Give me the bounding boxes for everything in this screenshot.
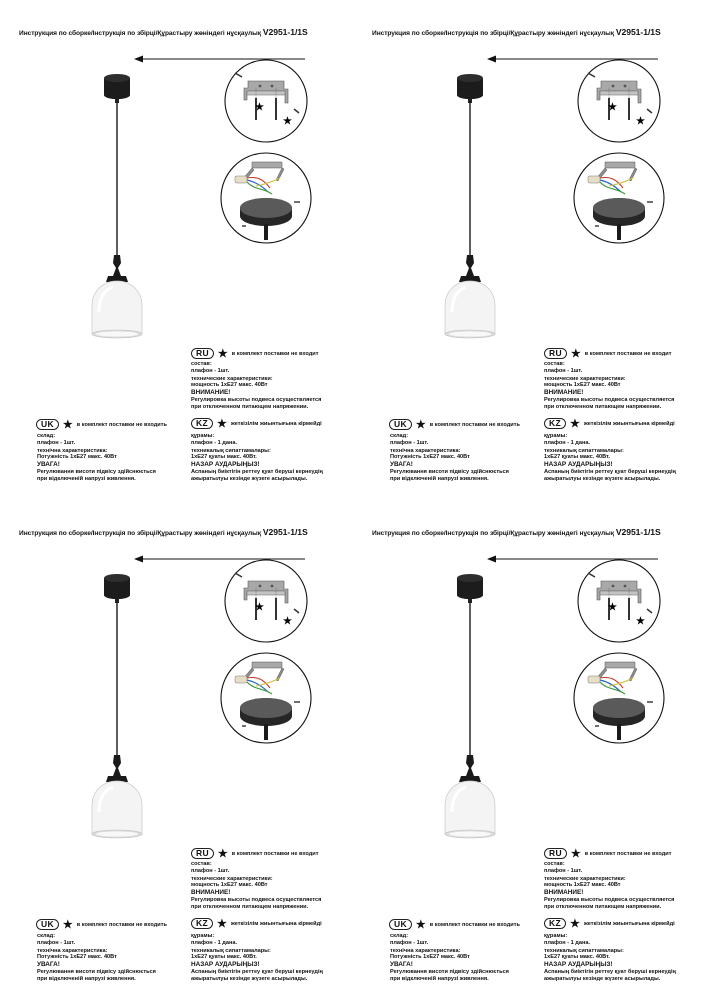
- mounting-bracket-detail: [225, 60, 307, 142]
- ru-text-block: состав: плафон - 1шт. технические характеристики: мощность 1хЕ27 макс. 40Вт ВНИМАНИЕ! Регулировка высоты подвеса осуществляется при отключенном питающем напряжении.: [191, 861, 322, 910]
- star-icon: ★: [216, 917, 227, 930]
- star-icon: ★: [415, 418, 426, 431]
- sheet-title: Инструкция по сборке/Інструкція по збірці/Құрастыру жөніндегі нұсқаулық V2951-1/1S: [19, 527, 308, 537]
- star-icon: ★: [570, 847, 581, 860]
- callout-star-1: ★: [255, 602, 264, 613]
- uk-text-block: склад: плафон - 1шт. технічна характеристика: Потужність 1хЕ27 макс. 40Вт УВАГА! Регулювання висоти підвісу здійснюється при відключеній напрузі живлення.: [390, 933, 509, 982]
- canopy-wiring-detail: [221, 153, 311, 243]
- ru-text-block: состав: плафон - 1шт. технические характеристики: мощность 1хЕ27 макс. 40Вт ВНИМАНИЕ! Регулировка высоты подвеса осуществляется при отключенном питающем напряжении.: [191, 361, 322, 410]
- star-icon: ★: [569, 417, 580, 430]
- model-number: V2951-1/1S: [262, 527, 308, 537]
- uk-not-included: в комплект поставки не входить: [76, 921, 167, 928]
- star-icon: ★: [217, 847, 228, 860]
- canopy-wiring-detail: [221, 653, 311, 743]
- kz-text-block: құрамы: плафон - 1 дана. техникалық сипаттамалары: 1хЕ27 қуаты макс. 40Вт. НАЗАР АУДАРЫҢЫЗ! Аспаның биіктігін реттеу қуат беруші кернеудің ажыратылуы кезінде жүзеге асырылады.: [544, 933, 676, 982]
- kz-header: [544, 418, 675, 429]
- canopy-wiring-detail: [574, 153, 664, 243]
- kz-header: [544, 918, 675, 929]
- ru-header: [544, 848, 671, 859]
- instruction-sheet-3: [0, 500, 353, 1000]
- kz-text-block: құрамы: плафон - 1 дана. техникалық сипаттамалары: 1хЕ27 қуаты макс. 40Вт. НАЗАР АУДАРЫҢЫЗ! Аспаның биіктігін реттеу қуат беруші кернеудің ажыратылуы кезінде жүзеге асырылады.: [544, 433, 676, 482]
- arrow-left-icon: [487, 556, 658, 563]
- sheet-title: Инструкция по сборке/Інструкція по збірці/Құрастыру жөніндегі нұсқаулық V2951-1/1S: [19, 27, 308, 37]
- kz-text-block: құрамы: плафон - 1 дана. техникалық сипаттамалары: 1хЕ27 қуаты макс. 40Вт. НАЗАР АУДАРЫҢЫЗ! Аспаның биіктігін реттеу қуат беруші кернеудің ажыратылуы кезінде жүзеге асырылады.: [191, 933, 323, 982]
- uk-not-included: в комплект поставки не входить: [429, 921, 520, 928]
- uk-header: [389, 919, 520, 930]
- kz-badge: KZ: [544, 918, 566, 929]
- uk-not-included: в комплект поставки не входить: [429, 421, 520, 428]
- kz-badge: KZ: [191, 418, 213, 429]
- model-number: V2951-1/1S: [262, 27, 308, 37]
- mounting-bracket-detail: [578, 60, 660, 142]
- callout-star-1: ★: [608, 102, 617, 113]
- ru-badge: RU: [191, 848, 214, 859]
- ru-badge: RU: [544, 348, 567, 359]
- mounting-bracket-detail: [225, 560, 307, 642]
- uk-badge: UK: [36, 419, 59, 430]
- uk-text-block: склад: плафон - 1шт. технічна характеристика: Потужність 1хЕ27 макс. 40Вт УВАГА! Регулювання висоти підвісу здійснюється при відключеній напрузі живлення.: [37, 433, 156, 482]
- callout-star-2: ★: [636, 616, 645, 627]
- arrow-left-icon: [487, 56, 658, 63]
- ru-not-included: в комплект поставки не входит: [584, 850, 672, 857]
- ru-header: [191, 848, 318, 859]
- uk-badge: UK: [389, 919, 412, 930]
- ru-not-included: в комплект поставки не входит: [584, 350, 672, 357]
- instruction-sheet-2: [353, 0, 706, 500]
- sheet-title: Инструкция по сборке/Інструкція по збірці/Құрастыру жөніндегі нұсқаулық V2951-1/1S: [372, 27, 661, 37]
- kz-text-block: құрамы: плафон - 1 дана. техникалық сипаттамалары: 1хЕ27 қуаты макс. 40Вт. НАЗАР АУДАРЫҢЫЗ! Аспаның биіктігін реттеу қуат беруші кернеудің ажыратылуы кезінде жүзеге асырылады.: [191, 433, 323, 482]
- kz-badge: KZ: [191, 918, 213, 929]
- star-icon: ★: [62, 918, 73, 931]
- model-number: V2951-1/1S: [615, 527, 661, 537]
- arrow-left-icon: [134, 56, 305, 63]
- callout-star-2: ★: [636, 116, 645, 127]
- ru-text-block: состав: плафон - 1шт. технические характеристики: мощность 1хЕ27 макс. 40Вт ВНИМАНИЕ! Регулировка высоты подвеса осуществляется при отключенном питающем напряжении.: [544, 361, 675, 410]
- ru-badge: RU: [191, 348, 214, 359]
- kz-header: [191, 918, 322, 929]
- ru-badge: RU: [544, 848, 567, 859]
- uk-text-block: склад: плафон - 1шт. технічна характеристика: Потужність 1хЕ27 макс. 40Вт УВАГА! Регулювання висоти підвісу здійснюється при відключеній напрузі живлення.: [390, 433, 509, 482]
- pendant-lamp-illustration: [445, 74, 495, 338]
- ru-header: [191, 348, 318, 359]
- pendant-lamp-illustration: [445, 574, 495, 838]
- star-icon: ★: [570, 347, 581, 360]
- arrow-left-icon: [134, 556, 305, 563]
- mounting-bracket-detail: [578, 560, 660, 642]
- callout-star-2: ★: [283, 616, 292, 627]
- star-icon: ★: [217, 347, 228, 360]
- ru-not-included: в комплект поставки не входит: [231, 850, 319, 857]
- uk-text-block: склад: плафон - 1шт. технічна характеристика: Потужність 1хЕ27 макс. 40Вт УВАГА! Регулювання висоти підвісу здійснюється при відключеній напрузі живлення.: [37, 933, 156, 982]
- kz-not-included: жеткізілім жиынтығына кірмейді: [583, 420, 675, 427]
- model-number: V2951-1/1S: [615, 27, 661, 37]
- kz-not-included: жеткізілім жиынтығына кірмейді: [583, 920, 675, 927]
- uk-badge: UK: [389, 419, 412, 430]
- ru-header: [544, 348, 671, 359]
- kz-not-included: жеткізілім жиынтығына кірмейді: [230, 920, 322, 927]
- callout-star-1: ★: [608, 602, 617, 613]
- kz-not-included: жеткізілім жиынтығына кірмейді: [230, 420, 322, 427]
- pendant-lamp-illustration: [92, 74, 142, 338]
- uk-header: [36, 419, 167, 430]
- ru-not-included: в комплект поставки не входит: [231, 350, 319, 357]
- uk-header: [389, 419, 520, 430]
- star-icon: ★: [415, 918, 426, 931]
- star-icon: ★: [569, 917, 580, 930]
- uk-badge: UK: [36, 919, 59, 930]
- uk-not-included: в комплект поставки не входить: [76, 421, 167, 428]
- callout-star-1: ★: [255, 102, 264, 113]
- canopy-wiring-detail: [574, 653, 664, 743]
- ru-text-block: состав: плафон - 1шт. технические характеристики: мощность 1хЕ27 макс. 40Вт ВНИМАНИЕ! Регулировка высоты подвеса осуществляется при отключенном питающем напряжении.: [544, 861, 675, 910]
- kz-header: [191, 418, 322, 429]
- instruction-sheet-4: [353, 500, 706, 1000]
- star-icon: ★: [216, 417, 227, 430]
- pendant-lamp-illustration: [92, 574, 142, 838]
- star-icon: ★: [62, 418, 73, 431]
- instruction-sheet-1: [0, 0, 353, 500]
- uk-header: [36, 919, 167, 930]
- kz-badge: KZ: [544, 418, 566, 429]
- sheet-title: Инструкция по сборке/Інструкція по збірці/Құрастыру жөніндегі нұсқаулық V2951-1/1S: [372, 527, 661, 537]
- callout-star-2: ★: [283, 116, 292, 127]
